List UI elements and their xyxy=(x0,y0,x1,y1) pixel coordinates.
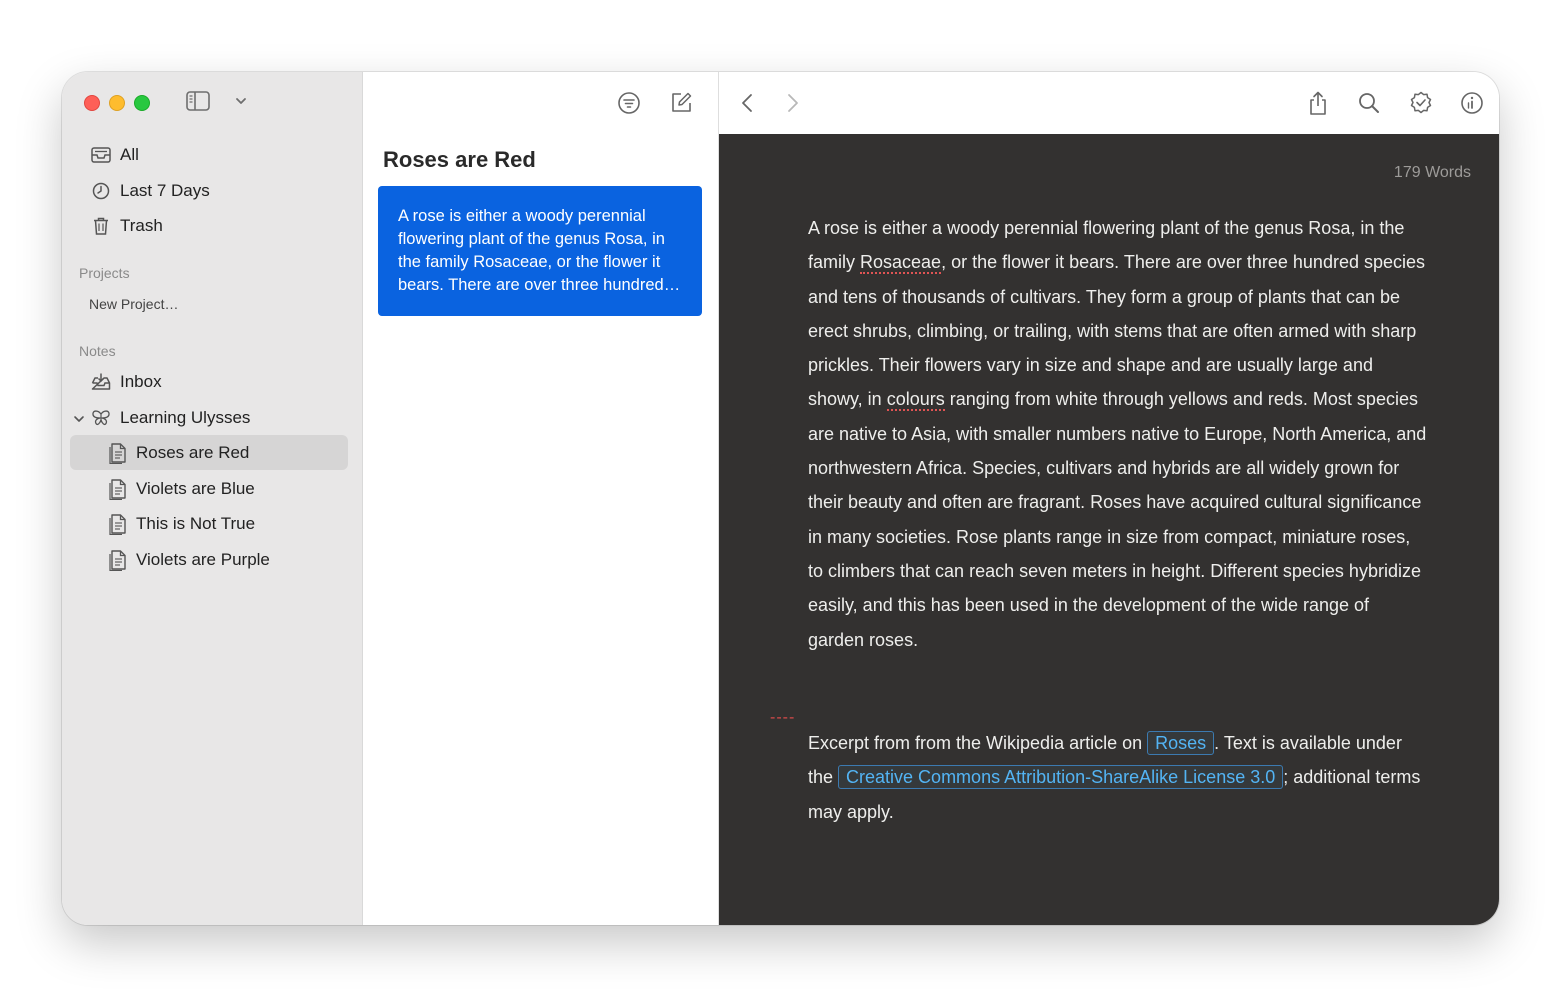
sidebar-item-violets-are-blue[interactable] xyxy=(108,474,255,504)
word-count[interactable]: 179 Words xyxy=(1393,164,1471,181)
paragraph-text: A rose is either a woody perennial flowering plant of the genus Rosa, in the family xyxy=(808,218,1405,273)
sidebar-item-violets-are-purple[interactable] xyxy=(108,545,270,575)
search-icon[interactable] xyxy=(1356,90,1382,116)
sidebar-item-all[interactable] xyxy=(90,140,139,170)
group-title: Roses are Red xyxy=(383,147,536,172)
paragraph-text: ; additional terms may apply. xyxy=(808,767,1421,822)
chevron-down-icon[interactable] xyxy=(73,413,85,425)
link-roses[interactable]: Roses xyxy=(1147,731,1214,755)
document-icon xyxy=(108,478,128,500)
sidebar-item-roses-are-red[interactable] xyxy=(108,438,249,468)
editor-footer-paragraph[interactable] xyxy=(808,726,1428,829)
library-sidebar xyxy=(62,72,363,925)
close-window-button[interactable] xyxy=(84,95,100,111)
paragraph-text: , or the flower it bears. There are over three hundred species and tens of thousands of cultivars. They form a group of plants that can be erect shrubs, climbing, or trailing, with stems that are often armed with sharp prickles. Their flowers vary in size and shape and are usually large and showy, in xyxy=(808,252,1426,410)
sidebar-item-label: Violets are Blue xyxy=(136,479,255,498)
editor-paragraph[interactable] xyxy=(808,211,1428,657)
app-window xyxy=(62,72,1499,925)
clock-icon xyxy=(90,180,112,202)
share-icon[interactable] xyxy=(1305,90,1331,116)
compose-icon[interactable] xyxy=(668,90,694,116)
sidebar-item-label: All xyxy=(120,145,139,164)
document-icon xyxy=(108,442,128,464)
sidebar-item-label: Violets are Purple xyxy=(136,550,270,569)
chevron-down-icon[interactable] xyxy=(234,94,248,108)
editor-pane[interactable] xyxy=(719,134,1499,925)
sidebar-item-label: This is Not True xyxy=(136,514,256,533)
editor-toolbar xyxy=(719,72,1499,134)
filter-icon[interactable] xyxy=(616,90,642,116)
paragraph-text: ranging from white through yellows and reds. Most species are native to Asia, with smaller numbers native to Europe, North America, and northwestern Africa. Species, cultivars and hybrids are all widely grown for their beauty and often are fragrant. Roses have acquired cultural significance in many societies. Rose plants range in size from compact, miniature roses, to climbers that can reach seven meters in height. Different species hybridize easily, and this has been used in the development of the wide range of garden roses. xyxy=(808,389,1427,650)
sheet-card-selected[interactable] xyxy=(378,186,702,316)
document-icon xyxy=(108,513,128,535)
sidebar-item-trash[interactable] xyxy=(90,211,163,241)
paragraph-text: Excerpt from from the Wikipedia article on xyxy=(808,733,1148,753)
sidebar-item-learning-ulysses[interactable] xyxy=(90,403,250,433)
inbox-icon xyxy=(90,371,112,393)
projects-heading: Projects xyxy=(79,265,130,281)
zoom-window-button[interactable] xyxy=(134,95,150,111)
misspelled-word[interactable]: colours xyxy=(886,389,945,410)
sidebar-item-last-7-days[interactable] xyxy=(90,176,210,206)
notes-heading: Notes xyxy=(79,343,116,359)
trash-icon xyxy=(90,215,112,237)
sidebar-item-label: Last 7 Days xyxy=(120,181,210,200)
forward-icon[interactable] xyxy=(779,90,805,116)
minimize-window-button[interactable] xyxy=(109,95,125,111)
link-license[interactable]: Creative Commons Attribution-ShareAlike License 3.0 xyxy=(838,765,1283,789)
sidebar-item-label: Inbox xyxy=(120,372,162,391)
paragraph-text: . Text is available under the xyxy=(808,733,1402,788)
sidebar-item-label: Learning Ulysses xyxy=(120,408,251,427)
sheet-preview-text: A rose is either a woody perennial flowering plant of the genus Rosa, in the family Rosaceae, or the flower it bears. There are over three hundred… xyxy=(398,207,681,294)
new-project-button[interactable]: New Project… xyxy=(89,296,179,312)
tray-stack-icon xyxy=(90,144,112,166)
sidebar-toggle-icon[interactable] xyxy=(186,91,210,111)
back-icon[interactable] xyxy=(735,90,761,116)
sidebar-item-this-is-not-true[interactable] xyxy=(108,509,255,539)
misspelled-word[interactable]: Rosaceae xyxy=(860,252,942,273)
sidebar-item-label: Roses are Red xyxy=(136,443,250,462)
document-icon xyxy=(108,549,128,571)
sidebar-item-inbox[interactable] xyxy=(90,367,162,397)
sidebar-item-label: Trash xyxy=(120,216,163,235)
divider-markup: ---- xyxy=(770,709,796,726)
butterfly-icon xyxy=(90,407,112,429)
sheet-list xyxy=(363,72,719,925)
info-icon[interactable] xyxy=(1459,90,1485,116)
review-badge-icon[interactable] xyxy=(1408,90,1434,116)
